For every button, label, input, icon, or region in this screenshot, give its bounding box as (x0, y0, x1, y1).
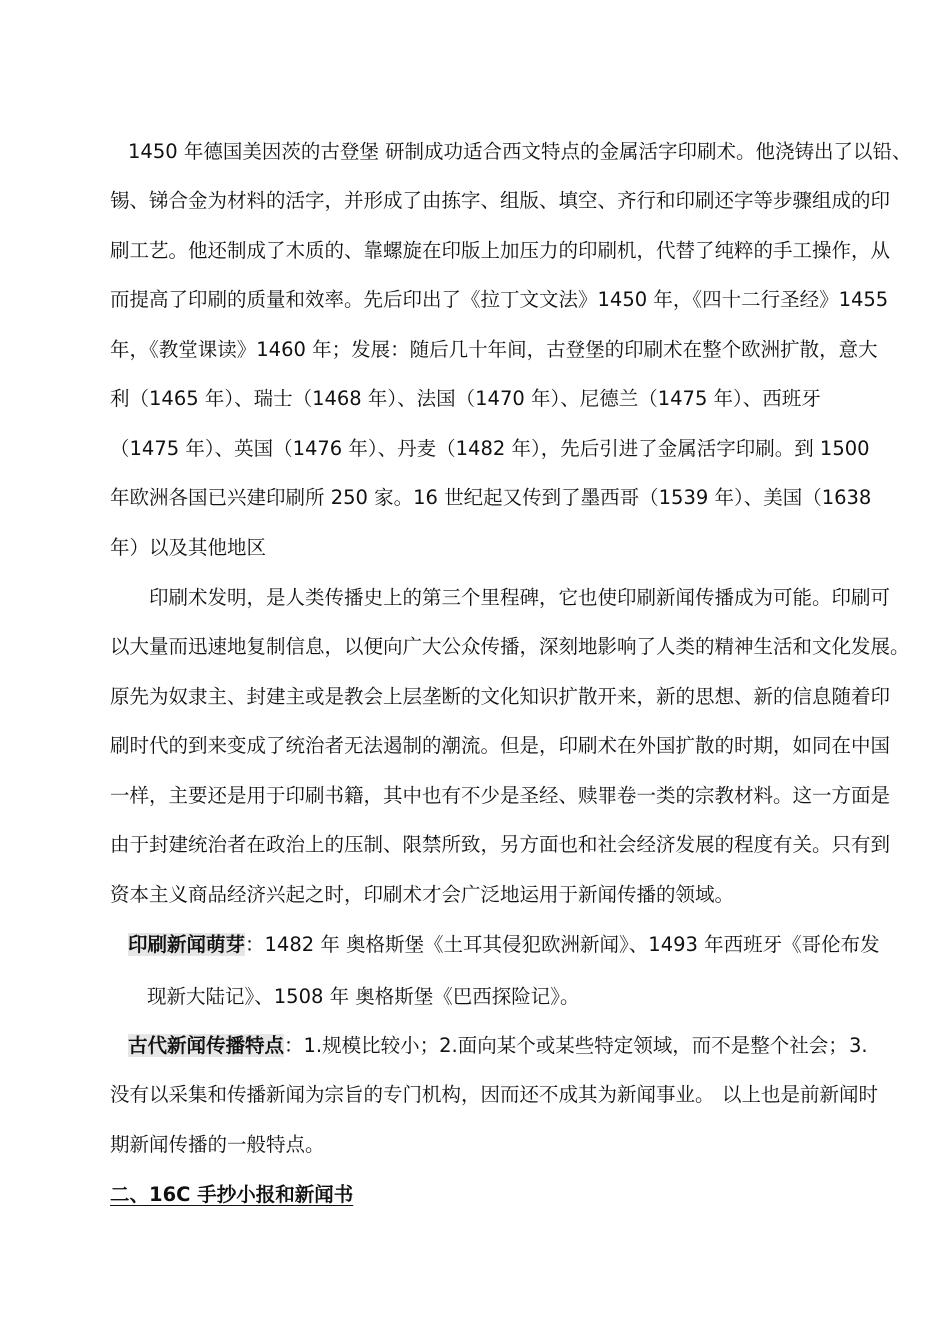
p2-line-1: 印刷术发明，是人类传播史上的第三个里程碑，它也使印刷新闻传播成为可能。印刷可 (149, 586, 891, 609)
p1-line-5: 年，《教堂课读》1460 年；发展：随后几十年间，古登堡的印刷术在整个欧洲扩散，意大 (110, 338, 878, 361)
features-text-2b: 以上也是前新闻时 (722, 1083, 879, 1106)
section-heading: 二、16C 手抄小报和新闻书 (110, 1183, 354, 1206)
p1-line-6: 利（1465 年）、瑞士（1468 年）、法国（1470 年）、尼德兰（1475 年）、西班牙 (110, 387, 821, 410)
p1-line-2: 锡、锑合金为材料的活字，并形成了由拣字、组版、填空、齐行和印刷还字等步骤组成的印 (110, 189, 891, 212)
p1-line-1: 1450 年德国美因茨的古登堡 研制成功适合西文特点的金属活字印刷术。他浇铸出了以铅、 (128, 140, 912, 163)
sprout-label: 印刷新闻萌芽 (128, 933, 246, 956)
features-line-3: 期新闻传播的一般特点。 (110, 1133, 325, 1156)
p2-line-4: 刷时代的到来变成了统治者无法遏制的潮流。但是，印刷术在外国扩散的时期，如同在中国 (110, 734, 891, 757)
p2-line-6: 由于封建统治者在政治上的压制、限禁所致，另方面也和社会经济发展的程度有关。只有到 (110, 833, 891, 856)
p2-line-3: 原先为奴隶主、封建主或是教会上层垄断的文化知识扩散开来，新的思想、新的信息随着印 (110, 685, 891, 708)
p1-line-4: 而提高了印刷的质量和效率。先后印出了《拉丁文文法》1450 年，《四十二行圣经》1455 (110, 288, 889, 311)
p1-line-8: 年欧洲各国已兴建印刷所 250 家。16 世纪起又传到了墨西哥（1539 年）、美国（1638 (110, 486, 872, 509)
sprout-line-2: 现新大陆记》、1508 年 奥格斯堡《巴西探险记》。 (147, 985, 580, 1008)
features-line-2: 没有以采集和传播新闻为宗旨的专门机构，因而还不成其为新闻事业。 (110, 1083, 715, 1106)
sprout-text-1: ：1482 年 奥格斯堡《土耳其侵犯欧洲新闻》、1493 年西班牙《哥伦布发 (245, 933, 880, 956)
sprout-line-1 (128, 931, 880, 959)
p1-line-7: （1475 年）、英国（1476 年）、丹麦（1482 年），先后引进了金属活字印刷。到 1500 (110, 437, 870, 460)
p1-line-9: 年）以及其他地区 (110, 536, 267, 559)
features-label: 古代新闻传播特点 (128, 1034, 285, 1057)
p2-line-5: 一样，主要还是用于印刷书籍，其中也有不少是圣经、赎罪卷一类的宗教材料。这一方面是 (110, 784, 891, 807)
p2-line-7: 资本主义商品经济兴起之时，印刷术才会广泛地运用于新闻传播的领域。 (110, 883, 735, 906)
features-text-1: ：1.规模比较小；2.面向某个或某些特定领域，而不是整个社会； (284, 1034, 848, 1057)
features-text-1b: 3. (849, 1034, 868, 1057)
p2-line-2: 以大量而迅速地复制信息，以便向广大公众传播，深刻地影响了人类的精神生活和文化发展。 (110, 635, 910, 658)
p1-line-3: 刷工艺。他还制成了木质的、靠螺旋在印版上加压力的印刷机，代替了纯粹的手工操作，从 (110, 239, 891, 262)
features-line-1 (128, 1032, 848, 1060)
